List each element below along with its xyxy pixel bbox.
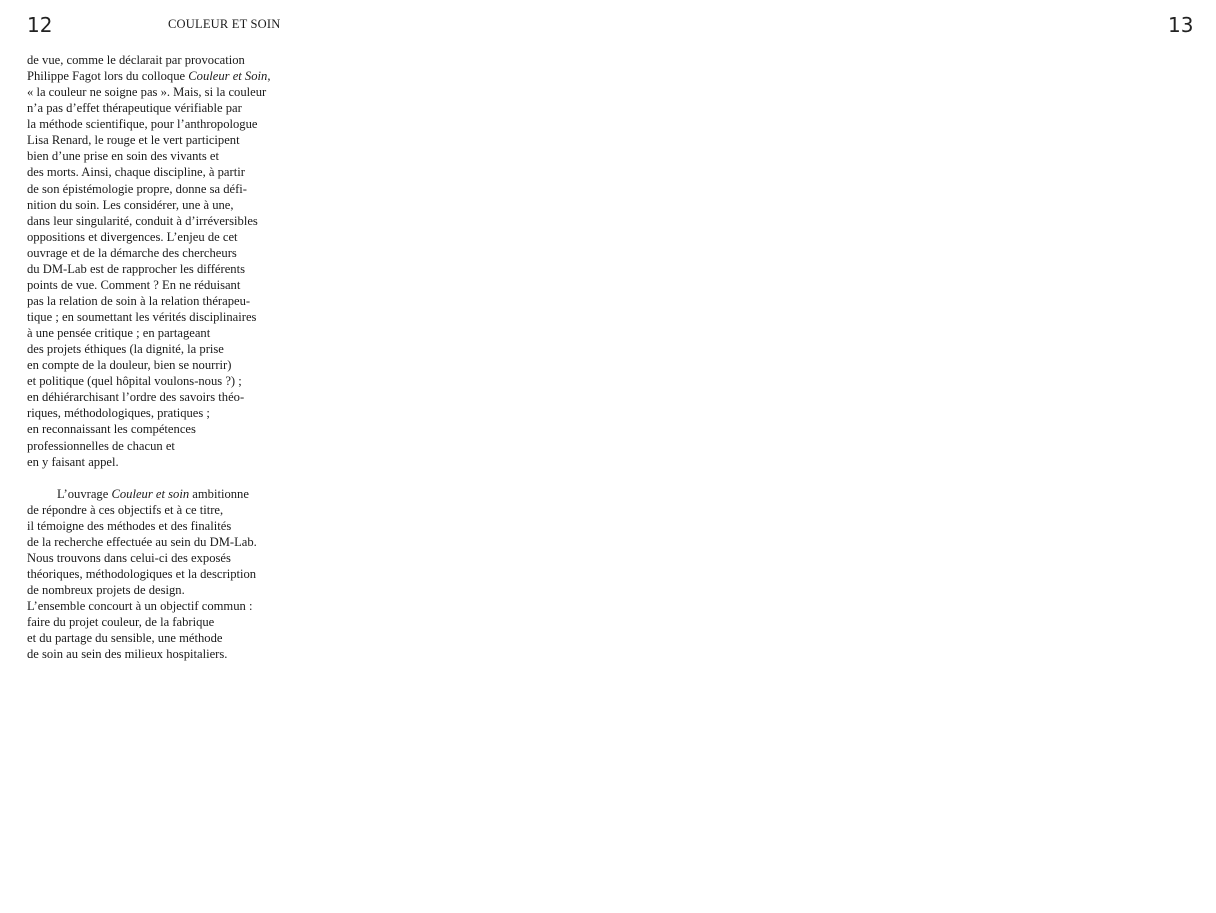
text-segment: L’ensemble concourt à un objectif commun :: [27, 599, 253, 614]
text-line: [27, 438, 317, 454]
italic-title: Couleur et Soin: [188, 69, 268, 84]
text-segment: à une pensée critique ; en partageant: [27, 326, 211, 341]
text-line: [27, 405, 317, 421]
text-segment: il témoigne des méthodes et des finalités: [27, 518, 232, 533]
text-segment: Nous trouvons dans celui-ci des exposés: [27, 550, 231, 565]
text-segment: Lisa Renard, le rouge et le vert participent: [27, 133, 240, 148]
text-segment: de répondre à ces objectifs et à ce titre,: [27, 502, 224, 517]
text-line: [27, 389, 317, 405]
text-segment: de vue, comme le déclarait par provocation: [27, 53, 245, 67]
text-segment: n’a pas d’effet thérapeutique vérifiable par: [27, 101, 242, 116]
text-segment: dans leur singularité, conduit à d’irréversibles: [27, 213, 258, 228]
text-line: [27, 277, 317, 293]
text-segment: bien d’une prise en soin des vivants et: [27, 149, 220, 164]
text-line: [27, 164, 317, 180]
text-line: [27, 518, 317, 534]
body-paragraph: [27, 486, 317, 663]
text-segment: et politique (quel hôpital voulons-nous ?) ;: [27, 374, 242, 389]
right-page-number: 13: [1168, 13, 1194, 37]
text-segment: ouvrage et de la démarche des chercheurs: [27, 245, 237, 260]
text-segment: du DM-Lab est de rapprocher les différents: [27, 261, 245, 276]
text-segment: en compte de la douleur, bien se nourrir): [27, 358, 232, 373]
text-line: [27, 309, 317, 325]
text-segment: Philippe Fagot lors du colloque: [27, 69, 189, 84]
text-segment: faire du projet couleur, de la fabrique: [27, 615, 215, 630]
text-segment: L’ouvrage: [57, 486, 112, 501]
text-line: [27, 116, 317, 132]
body-paragraph: [27, 52, 317, 470]
text-line: [27, 341, 317, 357]
text-segment: pas la relation de soin à la relation thérapeu-: [27, 293, 251, 308]
text-line: [27, 421, 317, 437]
running-header: COULEUR ET SOIN: [168, 17, 281, 31]
text-segment: en reconnaissant les compétences: [27, 422, 196, 437]
text-segment: « la couleur ne soigne pas ». Mais, si la couleur: [27, 85, 267, 100]
body-text-column: [27, 52, 317, 662]
text-segment: nition du soin. Les considérer, une à une,: [27, 197, 234, 212]
text-segment: en y faisant appel.: [27, 454, 119, 469]
text-line: [27, 614, 317, 630]
text-line: [27, 132, 317, 148]
text-line: [27, 630, 317, 646]
text-segment: en déhiérarchisant l’ordre des savoirs théo-: [27, 390, 245, 405]
text-line: [27, 52, 317, 68]
text-line: [27, 181, 317, 197]
text-line: [27, 148, 317, 164]
text-segment: oppositions et divergences. L’enjeu de cet: [27, 229, 238, 244]
left-page-number: 12: [27, 13, 53, 37]
text-line: [27, 550, 317, 566]
text-line: [27, 598, 317, 614]
text-segment: de la recherche effectuée au sein du DM-Lab.: [27, 534, 257, 549]
text-line: [27, 566, 317, 582]
text-line: [27, 197, 317, 213]
text-line: [27, 486, 317, 502]
text-line: [27, 68, 317, 84]
text-segment: tique ; en soumettant les vérités disciplinaires: [27, 310, 257, 324]
text-line: [27, 357, 317, 373]
text-segment: riques, méthodologiques, pratiques ;: [27, 406, 210, 421]
text-segment: ,: [267, 69, 271, 84]
text-segment: professionnelles de chacun et: [27, 438, 175, 453]
text-segment: de nombreux projets de design.: [27, 583, 185, 598]
text-line: [27, 229, 317, 245]
text-line: [27, 84, 317, 100]
text-segment: la méthode scientifique, pour l’anthropologue: [27, 117, 258, 132]
text-segment: et du partage du sensible, une méthode: [27, 631, 223, 646]
text-segment: des morts. Ainsi, chaque discipline, à partir: [27, 165, 245, 180]
italic-title: Couleur et soin: [111, 486, 190, 501]
text-line: [27, 245, 317, 261]
text-segment: de soin au sein des milieux hospitaliers.: [27, 647, 228, 662]
text-segment: points de vue. Comment ? En ne réduisant: [27, 277, 241, 292]
text-line: [27, 373, 317, 389]
text-line: [27, 646, 317, 662]
text-segment: des projets éthiques (la dignité, la prise: [27, 342, 224, 357]
text-line: [27, 293, 317, 309]
text-segment: ambitionne: [189, 486, 249, 501]
text-segment: de son épistémologie propre, donne sa défi-: [27, 181, 247, 196]
text-line: [27, 534, 317, 550]
text-line: [27, 261, 317, 277]
text-line: [27, 502, 317, 518]
text-line: [27, 213, 317, 229]
text-segment: théoriques, méthodologiques et la description: [27, 566, 257, 581]
text-line: [27, 454, 317, 470]
text-line: [27, 100, 317, 116]
text-line: [27, 582, 317, 598]
text-line: [27, 325, 317, 341]
